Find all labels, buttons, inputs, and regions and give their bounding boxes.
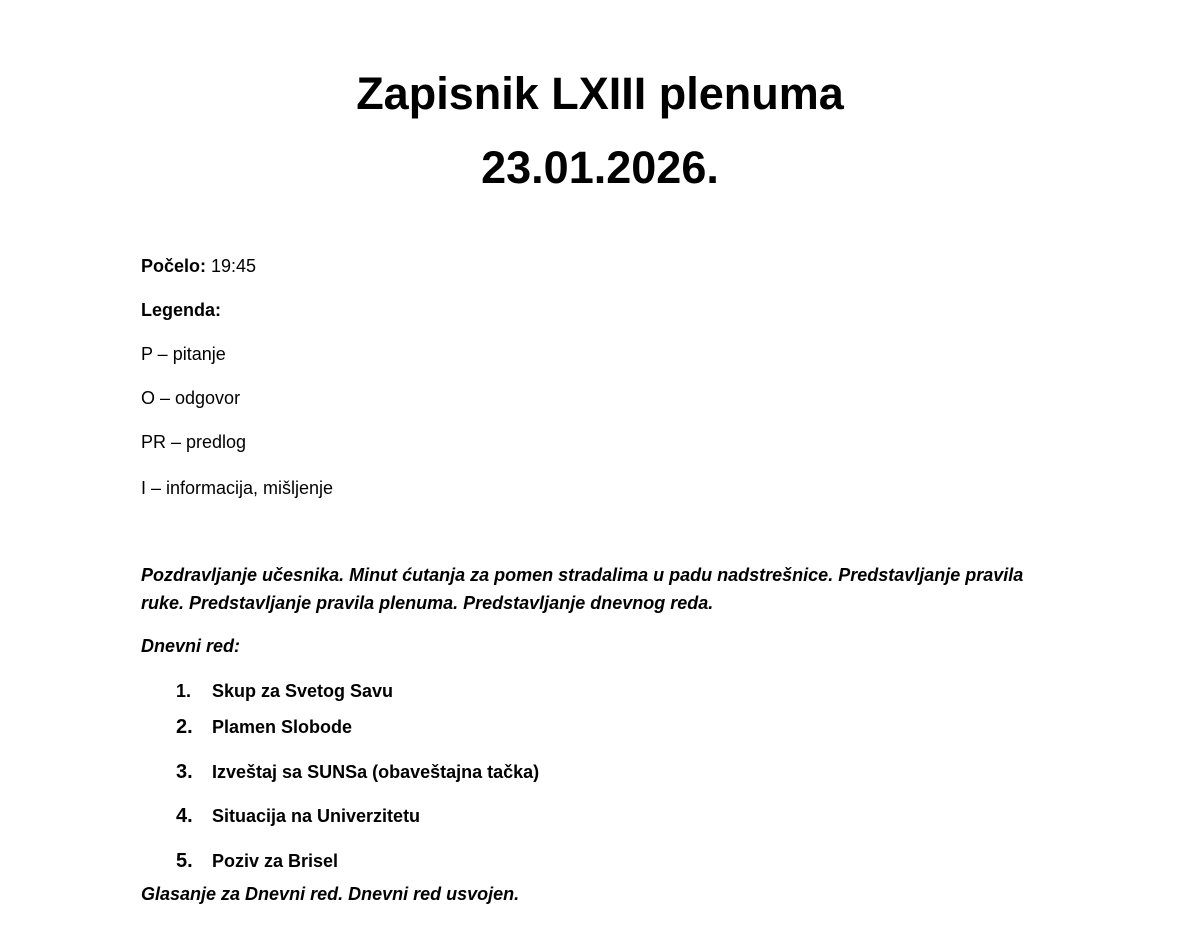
agenda-vote-result: Glasanje za Dnevni red. Dnevni red usvojen.: [141, 884, 520, 904]
started-label: Počelo:: [141, 256, 207, 276]
agenda-item-text: Skup za Svetog Savu: [212, 681, 394, 701]
agenda-item-text: Izveštaj sa SUNSa (obaveštajna tačka): [212, 762, 540, 782]
agenda-item-number: 4.: [176, 805, 193, 827]
legend-item: P – pitanje: [141, 344, 226, 364]
agenda-item-number: 3.: [176, 761, 193, 783]
agenda-item-text: Poziv za Brisel: [212, 851, 339, 871]
document-title: Zapisnik LXIII plenuma: [356, 68, 844, 119]
agenda-item-number: 5.: [176, 850, 193, 872]
legend-label: Legenda:: [141, 300, 222, 320]
agenda-item-text: Plamen Slobode: [212, 717, 353, 737]
agenda-item: [176, 679, 393, 703]
document-date: 23.01.2026.: [481, 142, 719, 193]
agenda-item: [176, 760, 539, 784]
started-value: 19:45: [206, 256, 257, 276]
legend-item: PR – predlog: [141, 432, 247, 452]
agenda-item: [176, 804, 420, 828]
agenda-item: [176, 715, 352, 739]
intro-paragraph: Pozdravljanje učesnika. Minut ćutanja za pomen stradalima u padu nadstrešnice. Predstavljanje pravila ruke. Predstavljanje pravila plenuma. Predstavljanje dnevnog reda.: [141, 565, 1024, 613]
started-line: [141, 254, 256, 278]
legend-item: I – informacija, mišljenje: [141, 478, 334, 498]
agenda-item-text: Situacija na Univerzitetu: [212, 806, 421, 826]
agenda-label: Dnevni red:: [141, 636, 241, 656]
legend-item: O – odgovor: [141, 388, 241, 408]
agenda-item-number: 2.: [176, 716, 193, 738]
agenda-item: [176, 849, 338, 873]
agenda-item-number: 1.: [176, 681, 192, 701]
